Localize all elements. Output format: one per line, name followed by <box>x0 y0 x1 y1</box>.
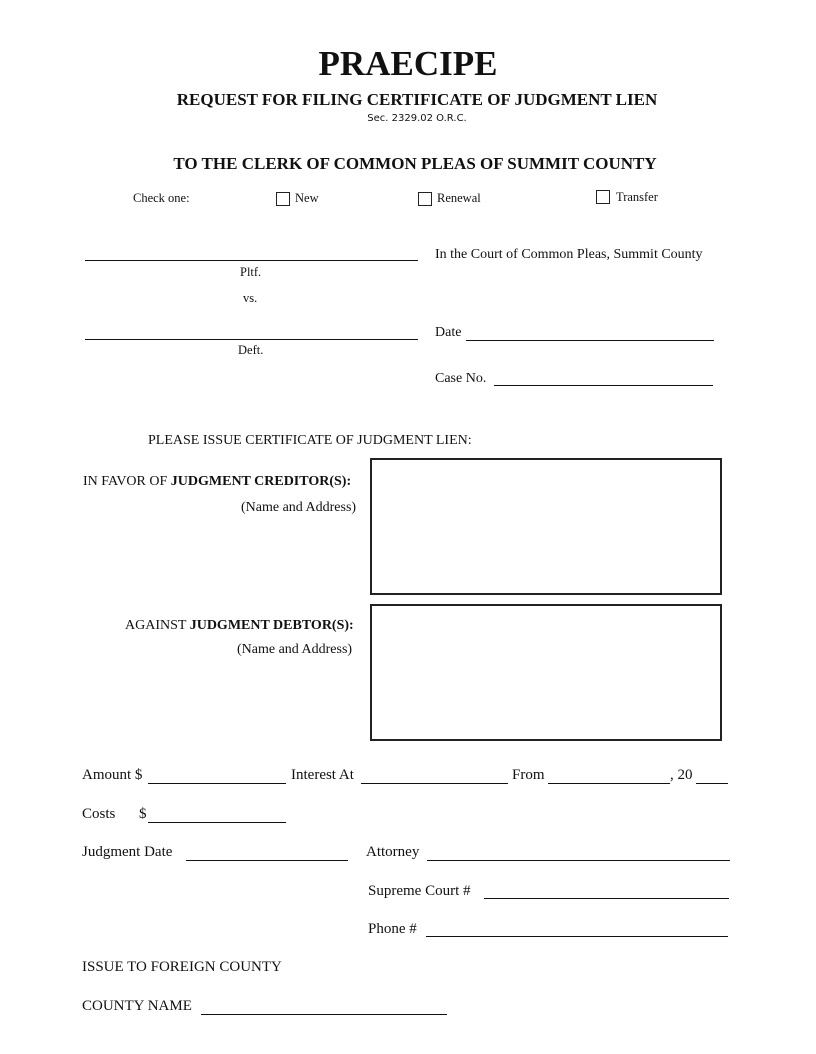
debtor-heading <box>125 618 354 634</box>
renewal-option-label: Renewal <box>437 191 481 205</box>
creditor-input-box[interactable] <box>370 458 722 595</box>
debtor-hint: (Name and Address) <box>237 642 353 657</box>
amount-line[interactable] <box>148 783 286 784</box>
supreme-court-line[interactable] <box>484 898 729 899</box>
plaintiff-label: Pltf. <box>240 265 262 279</box>
form-subtitle: REQUEST FOR FILING CERTIFICATE OF JUDGMENT LIEN <box>176 90 658 109</box>
debtor-prefix: AGAINST <box>125 618 187 633</box>
court-name: In the Court of Common Pleas, Summit County <box>435 247 703 262</box>
phone-label: Phone # <box>368 921 417 937</box>
costs-label: Costs <box>82 806 116 822</box>
check-one-label: Check one: <box>133 191 190 205</box>
county-name-line[interactable] <box>201 1014 447 1015</box>
renewal-checkbox[interactable] <box>418 192 432 206</box>
plaintiff-line[interactable] <box>85 260 418 261</box>
case-number-label: Case No. <box>435 371 487 386</box>
from-label: From <box>512 767 545 783</box>
costs-line[interactable] <box>148 822 286 823</box>
request-instruction: PLEASE ISSUE CERTIFICATE OF JUDGMENT LIEN: <box>148 433 472 448</box>
creditor-hint: (Name and Address) <box>241 500 357 515</box>
defendant-line[interactable] <box>85 339 418 340</box>
interest-label: Interest At <box>291 767 354 783</box>
phone-line[interactable] <box>426 936 728 937</box>
addressee-heading: TO THE CLERK OF COMMON PLEAS OF SUMMIT COUNTY <box>173 154 657 173</box>
costs-currency: $ <box>139 806 147 822</box>
year-line[interactable] <box>696 783 728 784</box>
amount-label: Amount $ <box>82 767 143 783</box>
interest-line[interactable] <box>361 783 508 784</box>
case-number-line[interactable] <box>494 385 713 386</box>
new-option-label: New <box>295 191 319 205</box>
debtor-input-box[interactable] <box>370 604 722 741</box>
new-checkbox[interactable] <box>276 192 290 206</box>
year-prefix: , 20 <box>670 767 693 783</box>
judgment-date-line[interactable] <box>186 860 348 861</box>
transfer-option-label: Transfer <box>616 190 658 204</box>
county-name-label: COUNTY NAME <box>82 998 192 1014</box>
creditor-heading <box>83 474 351 490</box>
foreign-county-heading: ISSUE TO FOREIGN COUNTY <box>82 959 282 975</box>
defendant-label: Deft. <box>238 343 264 357</box>
transfer-checkbox[interactable] <box>596 190 610 204</box>
statute-reference: Sec. 2329.02 O.R.C. <box>367 113 467 124</box>
attorney-label: Attorney <box>366 844 420 860</box>
attorney-line[interactable] <box>427 860 730 861</box>
form-title: PRAECIPE <box>318 44 498 83</box>
creditor-label: JUDGMENT CREDITOR(S): <box>170 474 352 489</box>
judgment-date-label: Judgment Date <box>82 844 173 860</box>
debtor-label: JUDGMENT DEBTOR(S): <box>189 618 354 633</box>
date-label: Date <box>435 325 462 340</box>
date-line[interactable] <box>466 340 714 341</box>
creditor-prefix: IN FAVOR OF <box>83 474 168 489</box>
versus-label: vs. <box>243 291 258 305</box>
supreme-court-label: Supreme Court # <box>368 883 471 899</box>
from-line[interactable] <box>548 783 670 784</box>
